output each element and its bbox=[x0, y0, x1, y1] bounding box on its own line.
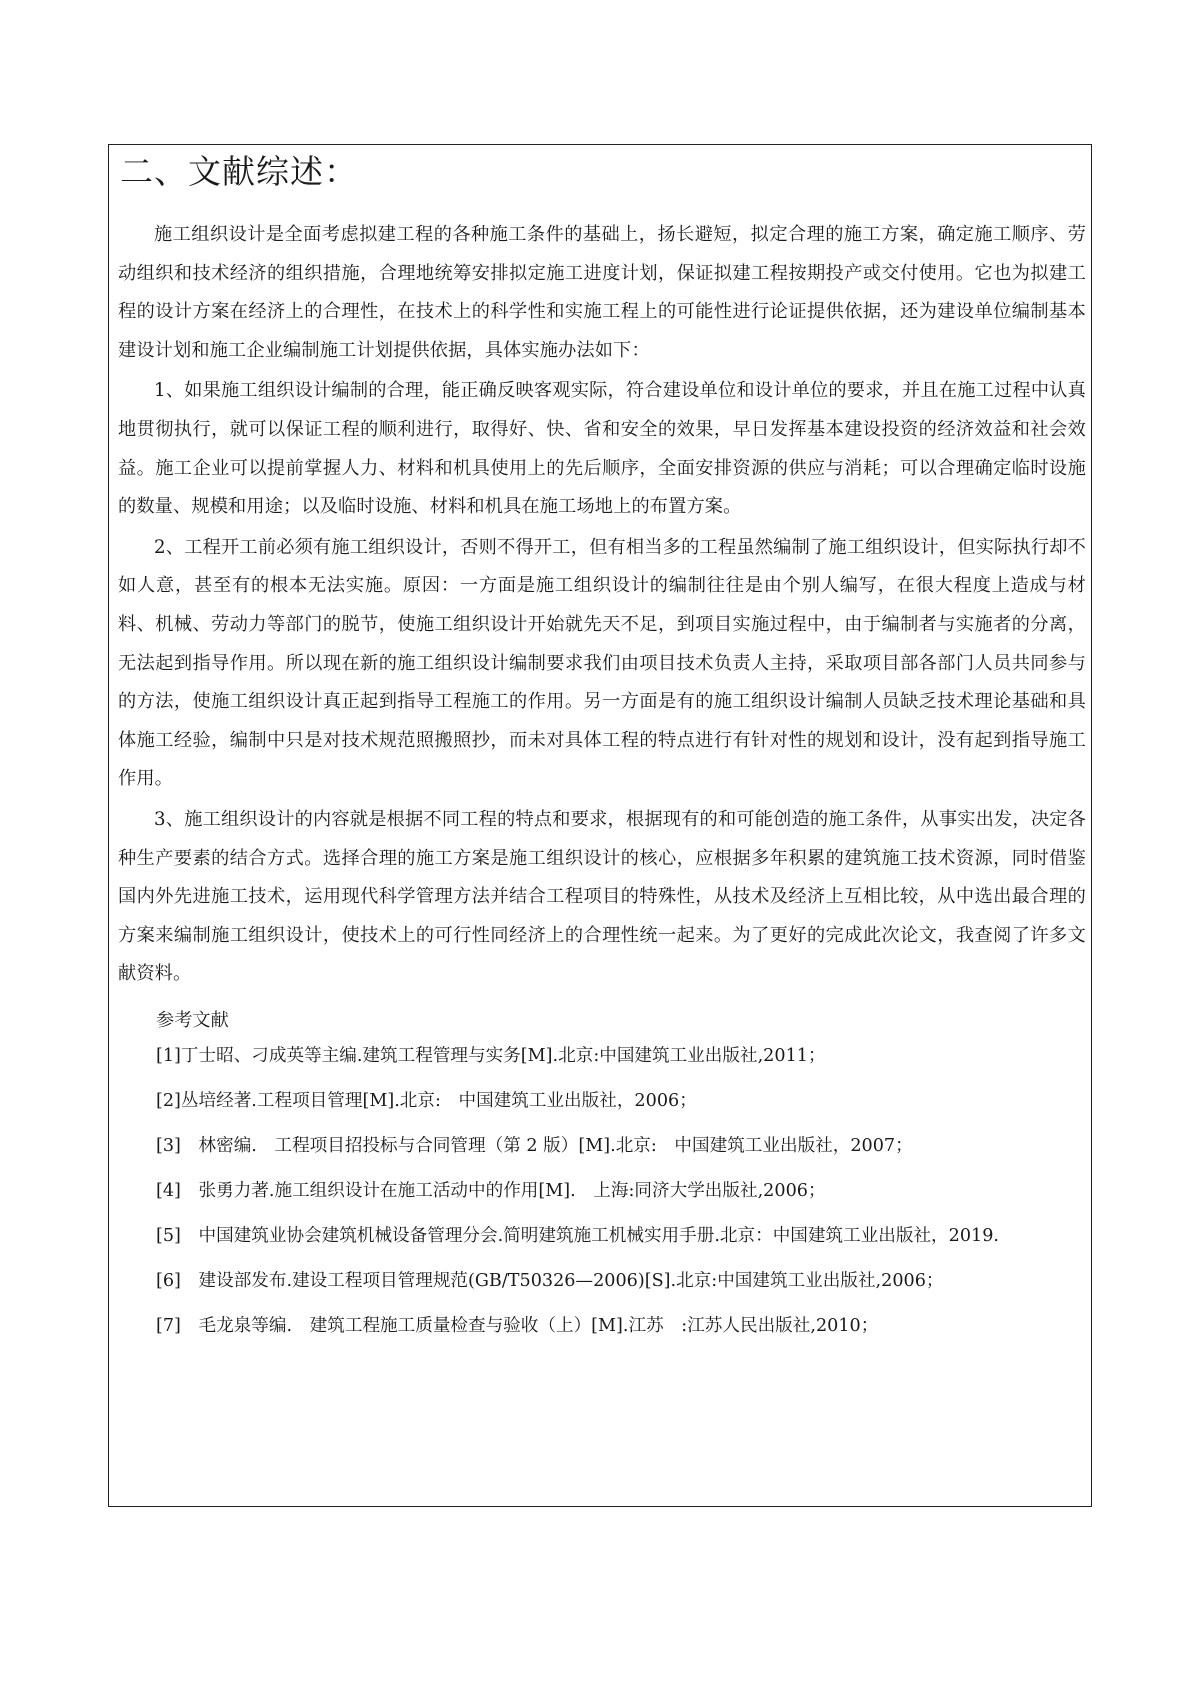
reference-item: [7] 毛龙泉等编. 建筑工程施工质量检查与验收（上）[M].江苏 :江苏人民出版社,2010； bbox=[156, 1315, 879, 1336]
reference-item: [6] 建设部发布.建设工程项目管理规范(GB/T50326—2006)[S].北京:中国建筑工业出版社,2006； bbox=[156, 1270, 944, 1291]
reference-item: [3] 林密编. 工程项目招投标与合同管理（第 2 版）[M].北京: 中国建筑工业出版社，2007； bbox=[156, 1135, 913, 1156]
reference-item: [2]丛培经著.工程项目管理[M].北京: 中国建筑工业出版社，2006； bbox=[156, 1090, 697, 1111]
references-title: 参考文献 bbox=[156, 1009, 229, 1031]
reference-item: [5] 中国建筑业协会建筑机械设备管理分会.简明建筑施工机械实用手册.北京：中国建筑工业出版社，2019. bbox=[156, 1225, 1000, 1246]
paragraph-point-1: 1、如果施工组织设计编制的合理，能正确反映客观实际，符合建设单位和设计单位的要求，并且在施工过程中认真地贯彻执行，就可以保证工程的顺利进行，取得好、快、省和安全的效果，早日发挥基本建设投资的经济效益和社会效益。施工企业可以提前掌握人力、材料和机具使用上的先后顺序，全面安排资源的供应与消耗；可以合理确定临时设施的数量、规模和用途；以及临时设施、材料和机具在施工场地上的布置方案。 bbox=[118, 380, 1086, 518]
paragraph-point-2: 2、工程开工前必须有施工组织设计，否则不得开工，但有相当多的工程虽然编制了施工组织设计，但实际执行却不如人意，甚至有的根本无法实施。原因：一方面是施工组织设计的编制往往是由个别人编写，在很大程度上造成与材料、机械、劳动力等部门的脱节，使施工组织设计开始就先天不足，到项目实施过程中，由于编制者与实施者的分离，无法起到指导作用。所以现在新的施工组织设计编制要求我们由项目技术负责人主持，采取项目部各部门人员共同参与的方法，使施工组织设计真正起到指导工程施工的作用。另一方面是有的施工组织设计编制人员缺乏技术理论基础和具体施工经验，编制中只是对技术规范照搬照抄，而未对具体工程的特点进行有针对性的规划和设计，没有起到指导施工作用。 bbox=[118, 536, 1086, 790]
section-heading: 二、文献综述： bbox=[120, 152, 358, 191]
literature-review-section bbox=[118, 150, 1086, 1500]
reference-item: [4] 张勇力著.施工组织设计在施工活动中的作用[M]. 上海:同济大学出版社,2006； bbox=[156, 1180, 826, 1201]
paragraph-intro: 施工组织设计是全面考虑拟建工程的各种施工条件的基础上，扬长避短，拟定合理的施工方案，确定施工顺序、劳动组织和技术经济的组织措施，合理地统筹安排拟定施工进度计划，保证拟建工程按期投产或交付使用。它也为拟建工程的设计方案在经济上的合理性，在技术上的科学性和实施工程上的可能性进行论证提供依据，还为建设单位编制基本建设计划和施工企业编制施工计划提供依据，具体实施办法如下： bbox=[118, 224, 1086, 361]
reference-item: [1]丁士昭、刁成英等主编.建筑工程管理与实务[M].北京:中国建筑工业出版社,2011； bbox=[156, 1045, 826, 1066]
references-list bbox=[118, 1044, 1086, 1338]
paragraph-point-3: 3、施工组织设计的内容就是根据不同工程的特点和要求，根据现有的和可能创造的施工条件，从事实出发，决定各种生产要素的结合方式。选择合理的施工方案是施工组织设计的核心，应根据多年积累的建筑施工技术资源，同时借鉴国内外先进施工技术，运用现代科学管理方法并结合工程项目的特殊性，从技术及经济上互相比较，从中选出最合理的方案来编制施工组织设计，使技术上的可行性同经济上的合理性统一起来。为了更好的完成此次论文，我查阅了许多文献资料。 bbox=[118, 808, 1086, 985]
body-text bbox=[118, 216, 1086, 994]
